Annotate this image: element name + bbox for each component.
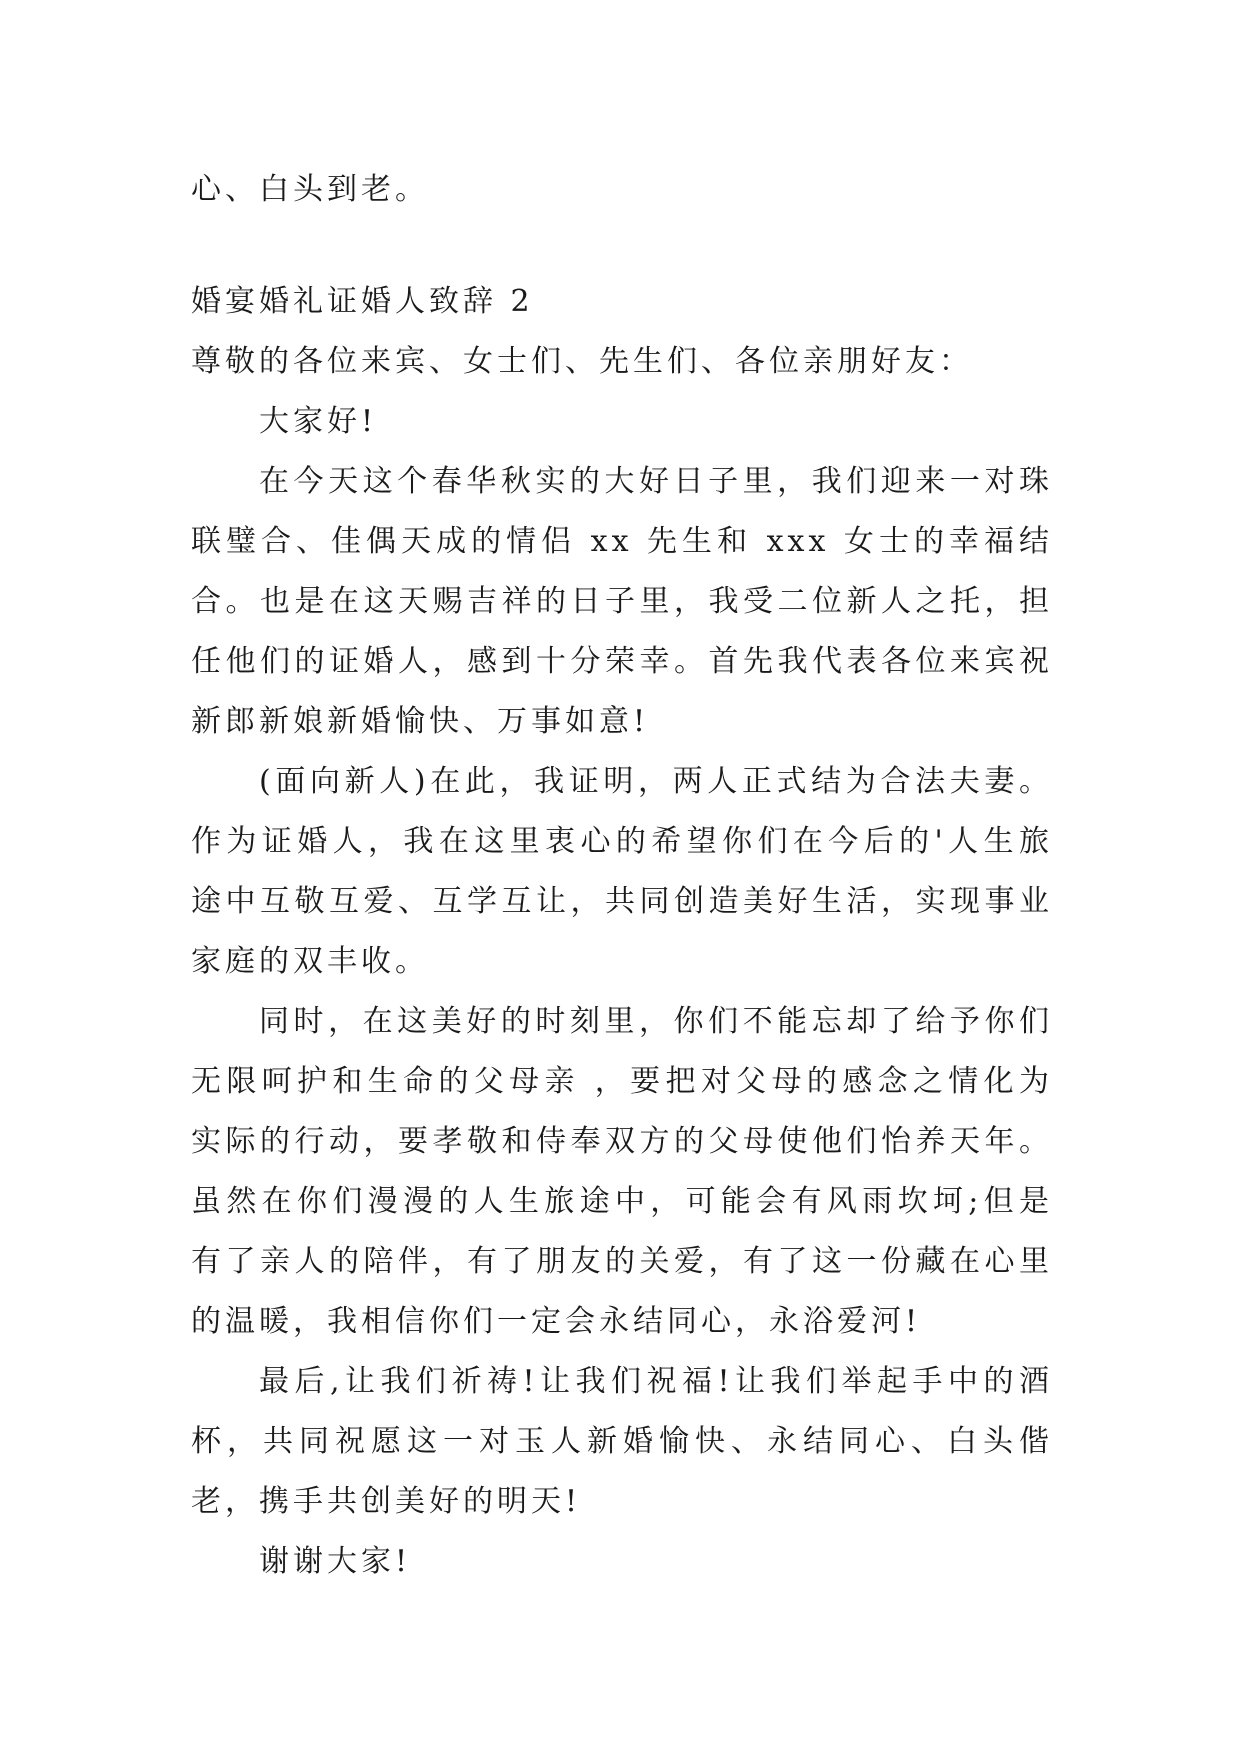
paragraph-thanks: 谢谢大家! — [259, 1544, 412, 1579]
document-body — [191, 160, 1053, 1592]
section-title: 婚宴婚礼证婚人致辞 2 — [191, 284, 534, 319]
paragraph-toast: 最后,让我们祈祷!让我们祝福!让我们举起手中的酒杯，共同祝愿这一对玉人新婚愉快、永结同心、白头偕老，携手共创美好的明天! — [191, 1364, 1053, 1519]
paragraph-parents: 同时，在这美好的时刻里，你们不能忘却了给予你们无限呵护和生命的父母亲 ，要把对父母的感念之情化为实际的行动，要孝敬和侍奉双方的父母使他们怡养天年。虽然在你们漫漫的人生旅途中，可能会有风雨坎坷;但是有了亲人的陪伴，有了朋友的关爱，有了这一份藏在心里的温暖，我相信你们一定会永结同心，永浴爱河! — [191, 1004, 1053, 1339]
paragraph-greeting: 大家好! — [259, 404, 378, 439]
paragraph-certification: (面向新人)在此，我证明，两人正式结为合法夫妻。作为证婚人，我在这里衷心的希望你们在今后的'人生旅途中互敬互爱、互学互让，共同创造美好生活，实现事业家庭的双丰收。 — [191, 764, 1053, 979]
section-gap — [191, 220, 1053, 272]
salutation: 尊敬的各位来宾、女士们、先生们、各位亲朋好友： — [191, 344, 973, 379]
continuation-text: 心、白头到老。 — [191, 172, 429, 207]
paragraph-opening: 在今天这个春华秋实的大好日子里，我们迎来一对珠联璧合、佳偶天成的情侣 xx 先生和 xxx 女士的幸福结合。也是在这天赐吉祥的日子里，我受二位新人之托，担任他们的证婚人，感到十分荣幸。首先我代表各位来宾祝新郎新娘新婚愉快、万事如意! — [191, 464, 1053, 739]
